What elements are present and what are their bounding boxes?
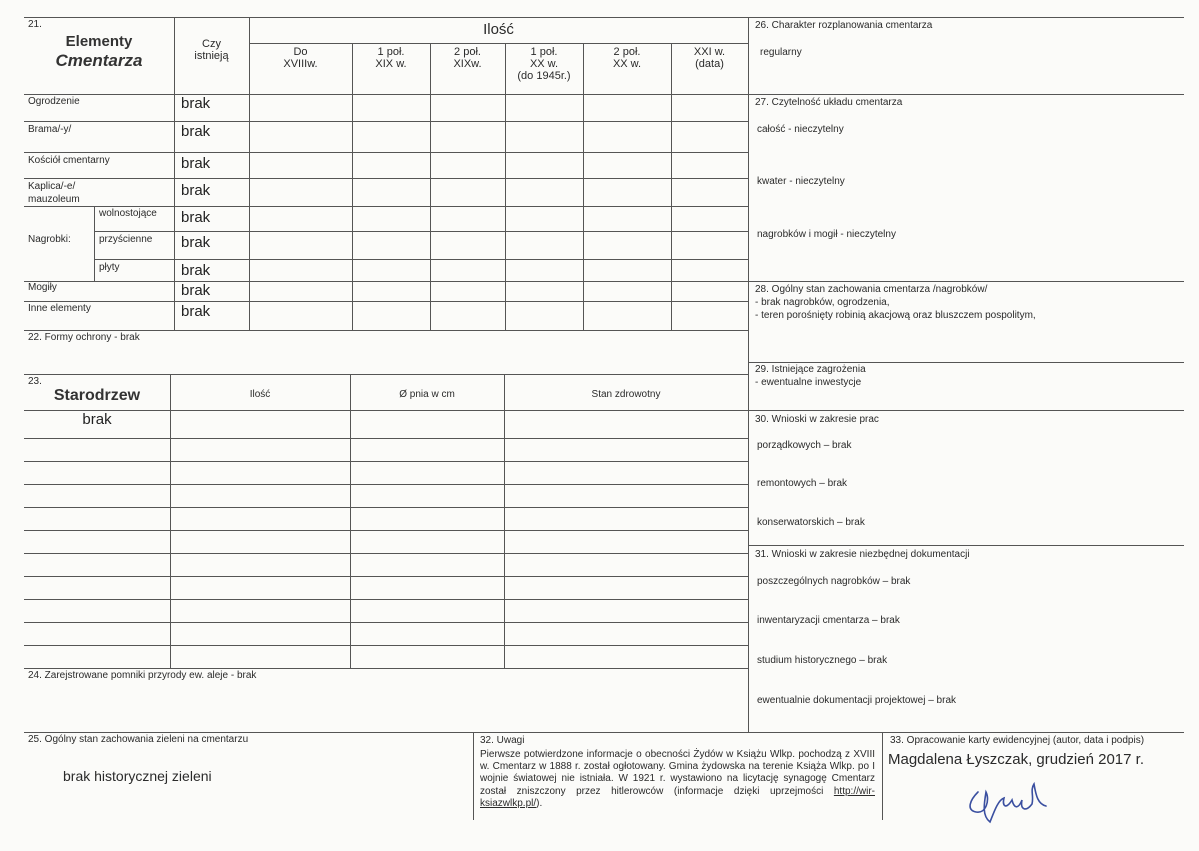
row-label-fence: Ogrodzenie bbox=[28, 96, 80, 107]
trees-health-header: Stan zdrowotny bbox=[591, 389, 661, 400]
row-label-wall-mounted: przyścienne bbox=[99, 234, 153, 245]
section-31-item-inventory: inwentaryzacji cmentarza – brak bbox=[757, 615, 900, 626]
row-label-chapel: Kaplica/-e/ mauzoleum bbox=[28, 181, 80, 205]
row-label-tombstones: Nagrobki: bbox=[28, 234, 71, 245]
section-27-item-whole: całość - nieczytelny bbox=[757, 124, 844, 135]
section-29-value: - ewentualne inwestycje bbox=[755, 377, 862, 388]
quantity-header: Ilość bbox=[483, 21, 514, 38]
section-23-number: 23. bbox=[28, 376, 42, 387]
section-30-item-cleanup: porządkowych – brak bbox=[757, 440, 852, 451]
row-label-freestanding: wolnostojące bbox=[99, 208, 157, 219]
signature-image bbox=[960, 770, 1060, 830]
exists-value-freestanding: brak bbox=[181, 209, 211, 226]
row-label-church: Kościół cmentarny bbox=[28, 155, 110, 166]
exists-header: Czy istnieją bbox=[194, 38, 229, 62]
section-23-title: Starodrzew bbox=[53, 387, 141, 404]
section-30-title: 30. Wnioski w zakresie prac bbox=[755, 414, 879, 425]
section-22-protection: 22. Formy ochrony - brak bbox=[28, 332, 140, 343]
section-29-title: 29. Istniejące zagrożenia bbox=[755, 364, 866, 375]
section-28-line-1: - brak nagrobków, ogrodzenia, bbox=[755, 297, 890, 308]
row-label-graves: Mogiły bbox=[28, 282, 57, 293]
section-25-title: 25. Ogólny stan zachowania zieleni na cmentarzu bbox=[28, 734, 249, 745]
section-21-title-line1: Elementy bbox=[65, 33, 133, 50]
section-32-notes-text: Pierwsze potwierdzone informacje o obecności Żydów w Książu Wlkp. pochodzą z XVIII w. Cmentarz w 1888 r. został ogłotowany. Gmina żydowska na terenie Książa Wlkp. po I wojnie światowej nie istniała. W 1921 r. wystawiono na licytację synagogę Cmentarz został zniszczony przez hitlerowców (informacje dzięki uprzejmości bbox=[480, 749, 875, 797]
row-label-other: Inne elementy bbox=[28, 303, 91, 314]
section-27-item-tombstones: nagrobków i mogił - nieczytelny bbox=[757, 229, 896, 240]
section-32-notes-tail: ). bbox=[536, 797, 543, 809]
exists-value-graves: brak bbox=[181, 282, 211, 299]
section-21-number: 21. bbox=[28, 19, 42, 30]
section-31-item-tombstones: poszczególnych nagrobków – brak bbox=[757, 576, 911, 587]
exists-value-wall-mounted: brak bbox=[181, 234, 211, 251]
period-header-xix-2: 2 poł. XIXw. bbox=[453, 46, 482, 70]
section-32-notes bbox=[480, 749, 875, 810]
period-header-xx-2: 2 poł. XX w. bbox=[612, 46, 642, 70]
source-link[interactable]: http://wir-ksiazwlkp.pl/ bbox=[480, 785, 875, 809]
exists-value-chapel: brak bbox=[181, 182, 211, 199]
section-27-item-quarters: kwater - nieczytelny bbox=[757, 176, 845, 187]
section-25-value: brak historycznej zieleni bbox=[63, 768, 212, 784]
row-label-slabs: płyty bbox=[99, 262, 120, 273]
section-33-title: 33. Opracowanie karty ewidencyjnej (autor, data i podpis) bbox=[890, 735, 1145, 746]
section-26-value: regularny bbox=[760, 47, 802, 58]
row-label-gate: Brama/-y/ bbox=[28, 124, 72, 135]
exists-value-slabs: brak bbox=[181, 262, 211, 279]
section-26-title: 26. Charakter rozplanowania cmentarza bbox=[755, 20, 933, 31]
section-33-author: Magdalena Łyszczak, grudzień 2017 r. bbox=[888, 751, 1144, 768]
period-header-xix-1: 1 poł. XIX w. bbox=[375, 46, 407, 70]
section-32-title: 32. Uwagi bbox=[480, 735, 525, 746]
section-30-item-conservation: konserwatorskich – brak bbox=[757, 517, 865, 528]
trees-quantity-header: Ilość bbox=[249, 389, 271, 400]
section-30-item-renovation: remontowych – brak bbox=[757, 478, 848, 489]
exists-value-fence: brak bbox=[181, 95, 211, 112]
exists-value-church: brak bbox=[181, 155, 211, 172]
section-28-line-2: - teren porośnięty robinią akacjową oraz bluszczem pospolitym, bbox=[755, 310, 1036, 321]
trees-diameter-header: Ø pnia w cm bbox=[399, 389, 455, 400]
section-31-item-design: ewentualnie dokumentacji projektowej – brak bbox=[757, 695, 957, 706]
trees-value: brak bbox=[82, 411, 112, 428]
period-header-xxi: XXI w. (data) bbox=[693, 46, 726, 70]
period-header-xviii: Do XVIIIw. bbox=[283, 46, 318, 70]
section-28-title: 28. Ogólny stan zachowania cmentarza /nagrobków/ bbox=[755, 284, 988, 295]
section-31-item-historical: studium historycznego – brak bbox=[757, 655, 888, 666]
period-header-xx-1: 1 poł. XX w. (do 1945r.) bbox=[517, 46, 571, 82]
section-27-title: 27. Czytelność układu cmentarza bbox=[755, 97, 903, 108]
section-24-natural-monuments: 24. Zarejstrowane pomniki przyrody ew. aleje - brak bbox=[28, 670, 257, 681]
exists-value-gate: brak bbox=[181, 123, 211, 140]
exists-value-other: brak bbox=[181, 303, 211, 320]
section-21-title-line2: Cmentarza bbox=[55, 51, 143, 70]
section-31-title: 31. Wnioski w zakresie niezbędnej dokumentacji bbox=[755, 549, 970, 560]
